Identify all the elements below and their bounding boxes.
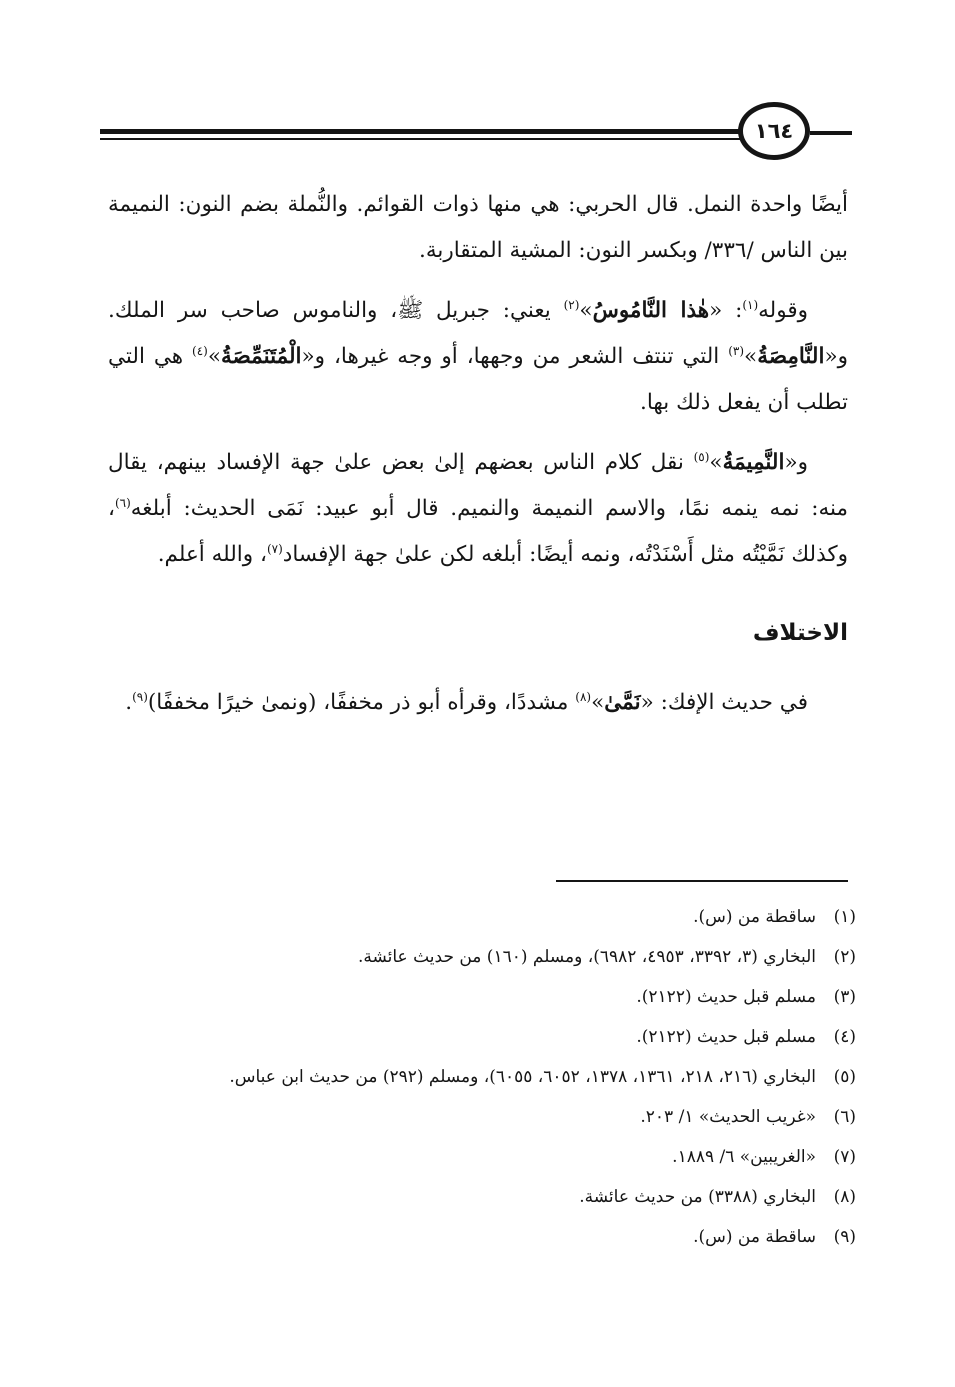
p4-text: في حديث الإفك: « — [640, 690, 808, 715]
footnote-number: (٤) — [833, 1027, 856, 1047]
footnote-ref-9[interactable]: (٩) — [132, 689, 148, 704]
p4-text: » — [591, 690, 605, 715]
footnote-ref-3[interactable]: (٣) — [728, 343, 745, 358]
main-text — [108, 182, 848, 740]
footnote-item — [108, 1137, 856, 1177]
footnote-ref-7[interactable]: (٧) — [266, 541, 283, 556]
p2-text: » — [744, 344, 758, 369]
footnote-text: البخاري (٣، ٣٣٩٢، ٤٩٥٣، ٦٩٨٢)، ومسلم (١٦٠) من حديث عائشة. — [357, 947, 816, 967]
footnote-number: (٢) — [833, 947, 856, 967]
quoted-term: الْمُتَنَمِّصَةُ — [221, 344, 302, 369]
p3-text: نقل كلام الناس بعضهم إلىٰ بعض علىٰ جهة الإفساد بينهم، يقال منه: نمه ينمه نمًا، والاسم النميمة والنميم. قال أبو عبيد: نَمَى الحديث: أبلغه — [108, 450, 848, 521]
footnote-ref-4[interactable]: (٤) — [192, 343, 208, 358]
paragraph-1: أيضًا واحدة النمل. قال الحربي: هي منها ذوات القوائم. والنُّملة بضم النون: النميمة بين الناس /٣٣٦/ وبكسر النون: المشية المتقاربة. — [108, 192, 848, 263]
p2-text: هي التي تطلب أن يفعل ذلك بها. — [108, 344, 848, 415]
page-number: ١٦٤ — [738, 102, 810, 160]
footnote-number: (٨) — [833, 1187, 856, 1207]
footnote-item — [108, 1097, 856, 1137]
footnote-text: مسلم قبل حديث (٢١٢٢). — [636, 987, 816, 1007]
header-rule-thin — [100, 138, 740, 140]
footnote-text: «الغريبين» ٦/ ١٨٨٩. — [672, 1147, 816, 1167]
footnote-text: مسلم قبل حديث (٢١٢٢). — [636, 1027, 816, 1047]
quoted-term: نَمَّىٰ — [604, 690, 641, 715]
p2-text: يعني: جبريل ﷺ، والناموس صاحب سر الملك. و« — [108, 298, 848, 369]
footnote-item — [108, 977, 856, 1017]
p3-text: و« — [784, 450, 808, 475]
footnotes-list — [108, 897, 856, 1257]
footnote-text: ساقطة من (س). — [693, 1227, 816, 1247]
footnote-text: «غريب الحديث» ١/ ٢٠٣. — [640, 1107, 816, 1127]
footnote-item — [108, 1217, 856, 1257]
footnote-number: (٣) — [833, 987, 856, 1007]
p2-text: وقوله — [758, 298, 809, 323]
footnote-separator — [556, 880, 848, 882]
p3-text: » — [709, 450, 723, 475]
footnote-ref-8[interactable]: (٨) — [575, 689, 592, 704]
footnote-number: (٧) — [833, 1147, 856, 1167]
page-header — [100, 102, 852, 164]
quoted-term: هٰذا النَّامُوسُ — [592, 298, 710, 323]
p2-text: » — [579, 298, 593, 323]
footnote-text: البخاري (٢١٦، ٢١٨، ١٣٦١، ١٣٧٨، ٦٠٥٢، ٦٠٥٥)، ومسلم (٢٩٢) من حديث ابن عباس. — [229, 1067, 816, 1087]
footnote-item — [108, 1057, 856, 1097]
footnote-number: (٥) — [833, 1067, 856, 1087]
footnote-ref-1[interactable]: (١) — [742, 297, 759, 312]
footnote-number: (٩) — [833, 1227, 856, 1247]
header-rule-stub — [810, 131, 852, 135]
paragraph-3 — [108, 440, 848, 578]
footnote-item — [108, 1177, 856, 1217]
p3-text: ، وكذلك نَمَّيْتُه مثل أَسْنَدْتُه، ونمه أيضًا: أبلغه لكن علىٰ جهة الإفساد — [108, 496, 848, 567]
quoted-term: النَّامِصَةُ — [757, 344, 825, 369]
header-rule-thick — [100, 129, 740, 134]
footnote-number: (٦) — [833, 1107, 856, 1127]
footnote-text: البخاري (٣٣٨٨) من حديث عائشة. — [579, 1187, 816, 1207]
footnote-item — [108, 1017, 856, 1057]
quoted-term: النَّمِيمَةُ — [722, 450, 785, 475]
paragraph-4 — [108, 680, 848, 726]
section-title: الاختلاف — [752, 620, 848, 646]
footnote-ref-5[interactable]: (٥) — [693, 449, 710, 464]
p4-text: . — [125, 690, 133, 715]
p2-text: » — [207, 344, 221, 369]
footnote-ref-6[interactable]: (٦) — [114, 495, 131, 510]
footnote-item — [108, 937, 856, 977]
footnote-text: ساقطة من (س). — [693, 907, 816, 927]
paragraph-2 — [108, 288, 848, 426]
footnote-ref-2[interactable]: (٢) — [563, 297, 580, 312]
footnote-item — [108, 897, 856, 937]
p4-text: مشددًا، وقرأه أبو ذر مخففًا، (ونمىٰ خيرًا مخففًا) — [147, 690, 576, 715]
p2-text: التي تنتف الشعر من وجهها، أو وجه غيرها، و« — [301, 344, 729, 369]
p3-text: ، والله أعلم. — [157, 542, 267, 567]
p2-text: : « — [709, 298, 743, 323]
footnote-number: (١) — [833, 907, 856, 927]
